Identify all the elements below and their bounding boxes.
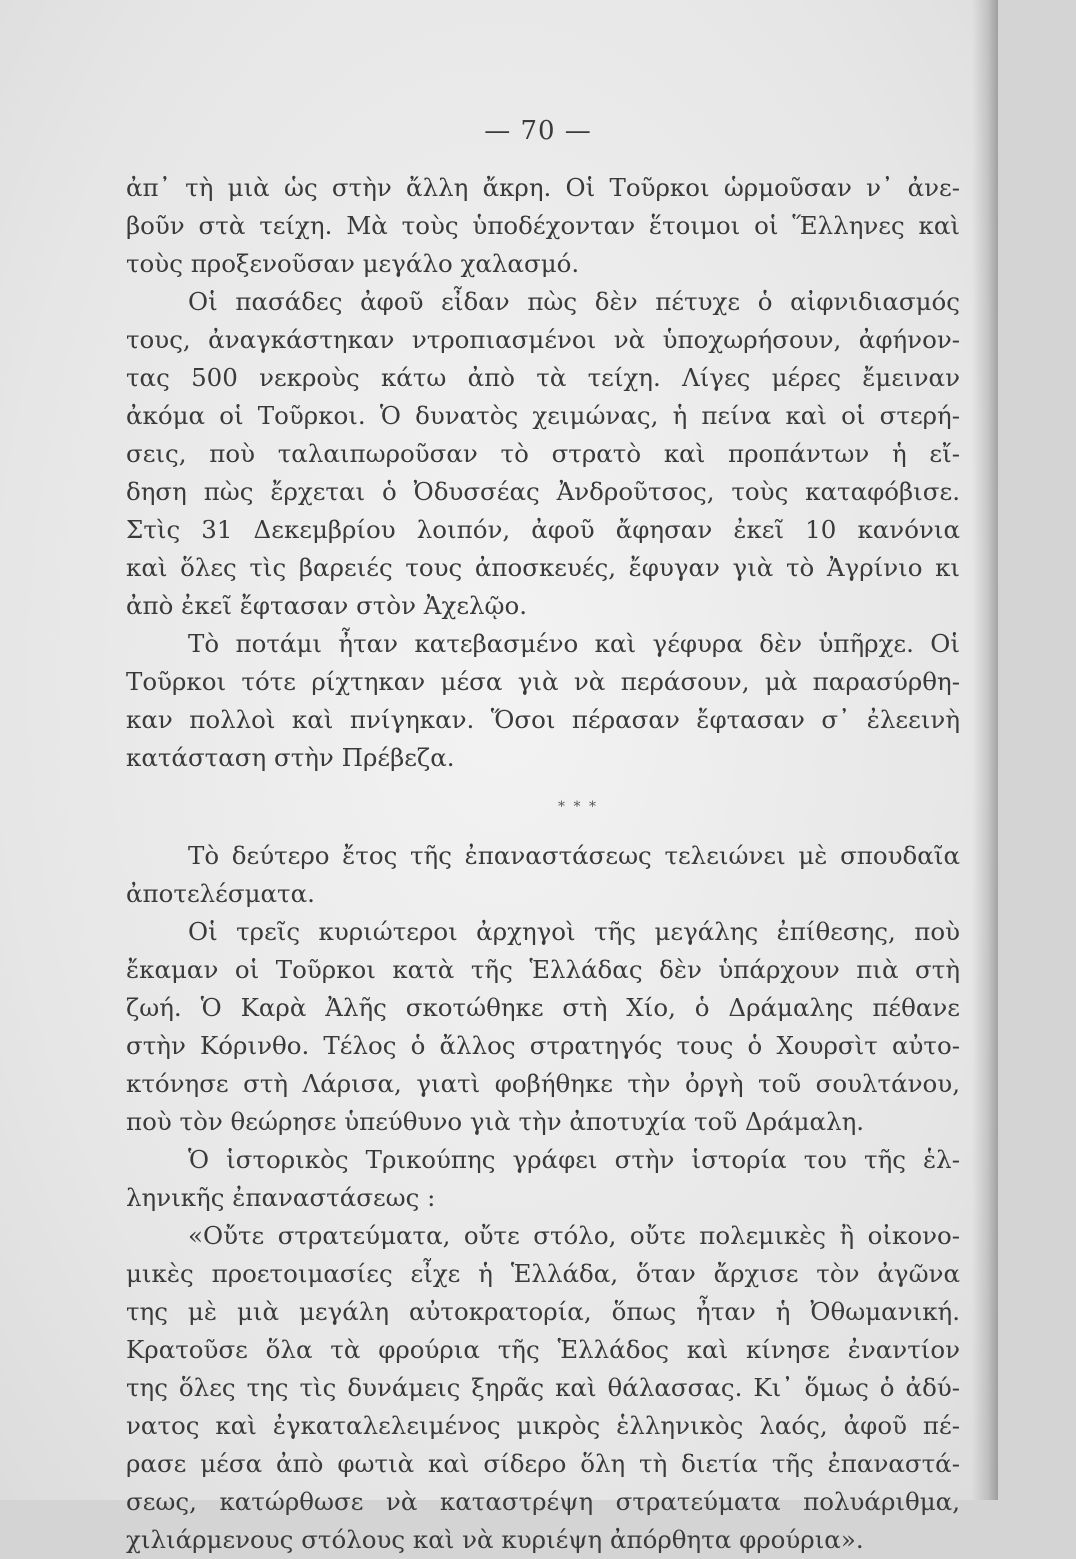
paragraph [126,625,960,777]
text-line: ληνικῆς ἐπαναστάσεως : [126,1183,436,1212]
text-line: Ὁ ἱστορικὸς Τρικούπης γράφει στὴν ἱστορία του τῆς ἑλ- [188,1145,960,1174]
paragraph [126,169,960,283]
section-separator: * * * [558,799,598,815]
text-line: της ὅλες της τὶς δυνάμεις ξηρᾶς καὶ θάλασσας. Κι᾽ ὅμως ὁ ἀδύ- [126,1373,960,1402]
text-line: ρασε μέσα ἀπὸ φωτιὰ καὶ σίδερο ὅλη τὴ διετία τῆς ἐπαναστά- [126,1449,960,1478]
text-line: Τοῦρκοι τότε ρίχτηκαν μέσα γιὰ νὰ περάσουν, μὰ παρασύρθη- [126,667,960,696]
text-line: σεως, κατώρθωσε νὰ καταστρέψη στρατεύματα πολυάριθμα, [126,1487,960,1516]
text-line: βοῦν στὰ τείχη. Μὰ τοὺς ὑποδέχονταν ἕτοιμοι οἱ Ἕλληνες καὶ [126,211,960,240]
text-line: ἀπὸ ἐκεῖ ἔφτασαν στὸν Ἀχελῷο. [126,591,528,620]
text-line: Στὶς 31 Δεκεμβρίου λοιπόν, ἀφοῦ ἄφησαν ἐκεῖ 10 κανόνια [126,515,960,544]
text-line: «Οὔτε στρατεύματα, οὔτε στόλο, οὔτε πολεμικὲς ἢ οἰκονο- [188,1221,960,1250]
text-line: ἀποτελέσματα. [126,879,315,908]
text-line: τας 500 νεκροὺς κάτω ἀπὸ τὰ τείχη. Λίγες μέρες ἔμειναν [126,363,960,392]
text-line: κατάσταση στὴν Πρέβεζα. [126,743,455,772]
text-line: καν πολλοὶ καὶ πνίγηκαν. Ὅσοι πέρασαν ἔφτασαν σ᾽ ἐλεεινὴ [126,705,960,734]
text-line: δηση πὼς ἔρχεται ὁ Ὀδυσσέας Ἀνδροῦτσος, τοὺς καταφόβισε. [126,477,960,506]
text-line: ἀκόμα οἱ Τοῦρκοι. Ὁ δυνατὸς χειμώνας, ἡ πείνα καὶ οἱ στερή- [126,401,960,430]
page-number: — 70 — [484,116,592,146]
text-line: Οἱ πασάδες ἀφοῦ εἶδαν πὼς δὲν πέτυχε ὁ αἰφνιδιασμός [188,287,960,316]
text-line: μικὲς προετοιμασίες εἶχε ἡ Ἑλλάδα, ὅταν ἄρχισε τὸν ἀγῶνα [126,1259,960,1288]
text-line: σεις, ποὺ ταλαιπωροῦσαν τὸ στρατὸ καὶ προπάντων ἡ εἴ- [126,439,960,468]
text-line: ἀπ᾽ τὴ μιὰ ὡς στὴν ἄλλη ἄκρη. Οἱ Τοῦρκοι ὡρμοῦσαν ν᾽ ἀνε- [126,173,960,202]
text-line: Οἱ τρεῖς κυριώτεροι ἀρχηγοὶ τῆς μεγάλης ἐπίθεσης, ποὺ [188,917,960,946]
paragraph [126,913,960,1141]
text-line: τοὺς προξενοῦσαν μεγάλο χαλασμό. [126,249,580,278]
paragraph [126,283,960,625]
text-line: της μὲ μιὰ μεγάλη αὐτοκρατορία, ὅπως ἦταν ἡ Ὀθωμανική. [126,1297,960,1326]
text-line: στὴν Κόρινθο. Τέλος ὁ ἄλλος στρατηγός τους ὁ Χουρσὶτ αὐτο- [126,1031,960,1060]
text-line: Κρατοῦσε ὅλα τὰ φρούρια τῆς Ἑλλάδος καὶ κίνησε ἐναντίον [126,1335,960,1364]
text-line: νατος καὶ ἐγκαταλελειμένος μικρὸς ἑλληνικὸς λαός, ἀφοῦ πέ- [126,1411,960,1440]
text-line: ἔκαμαν οἱ Τοῦρκοι κατὰ τῆς Ἑλλάδας δὲν ὑπάρχουν πιὰ στὴ [126,955,960,984]
paragraph [126,1141,960,1217]
text-line: τους, ἀναγκάστηκαν ντροπιασμένοι νὰ ὑποχωρήσουν, ἀφήνον- [126,325,960,354]
text-line: ζωή. Ὁ Καρὰ Ἀλῆς σκοτώθηκε στὴ Χίο, ὁ Δράμαλης πέθανε [126,993,960,1022]
text-line: Τὸ δεύτερο ἔτος τῆς ἐπαναστάσεως τελειώνει μὲ σπουδαῖα [188,841,960,870]
paragraph [126,837,960,913]
quotation-paragraph [126,1217,960,1559]
page-edge-shadow [972,0,998,1500]
text-line: χιλιάρμενους στόλους καὶ νὰ κυριέψη ἀπόρθητα φρούρια». [126,1525,864,1554]
body-text [126,169,960,1559]
text-line: ποὺ τὸν θεώρησε ὑπεύθυνο γιὰ τὴν ἀποτυχία τοῦ Δράμαλη. [126,1107,865,1136]
text-line: καὶ ὅλες τὶς βαρειές τους ἀποσκευές, ἔφυγαν γιὰ τὸ Ἀγρίνιο κι [126,553,960,582]
text-line: κτόνησε στὴ Λάρισα, γιατὶ φοβήθηκε τὴν ὀργὴ τοῦ σουλτάνου, [126,1069,960,1098]
text-line: Τὸ ποτάμι ἦταν κατεβασμένο καὶ γέφυρα δὲν ὑπῆρχε. Οἱ [188,629,960,658]
